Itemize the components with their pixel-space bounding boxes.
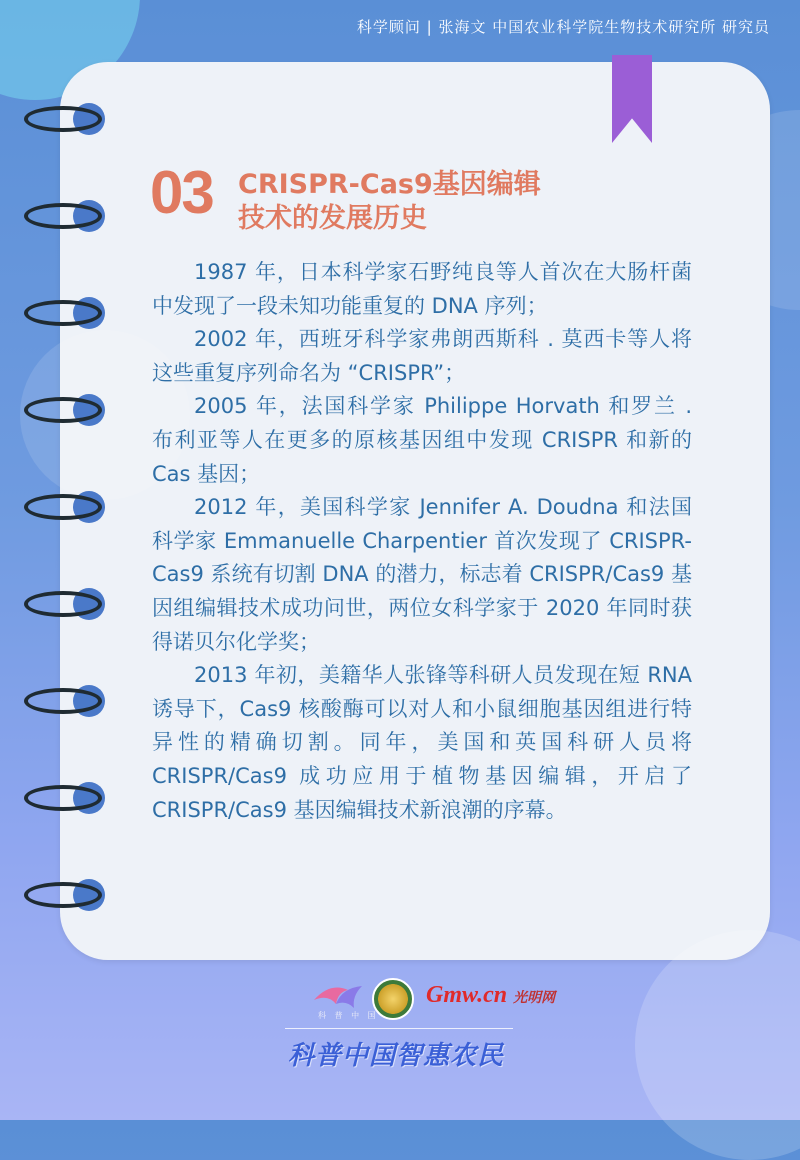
gmw-logo [426,982,555,1009]
history-text [152,256,692,827]
binding-ring [24,106,102,132]
gmw-latin: Gmw.cn [426,982,508,1008]
binding-ring [24,591,102,617]
binding-ring [24,882,102,908]
binding-ring [24,785,102,811]
paragraph-2002: 2002 年，西班牙科学家弗朗西斯科 . 莫西卡等人将这些重复序列命名为 “CRISPR”； [152,327,692,385]
paragraph-1987: 1987 年，日本科学家石野纯良等人首次在大肠杆菌中发现了一段未知功能重复的 DNA 序列； [152,260,692,318]
footer-divider [285,1028,513,1029]
binding-ring [24,494,102,520]
footer-logos [308,978,556,1026]
binding-ring [24,688,102,714]
binding-ring [24,300,102,326]
gmw-chinese: 光明网 [513,991,556,1006]
agri-academy-emblem [372,978,414,1020]
title-line-2: 技术的发展历史 [238,203,427,234]
advisor-credit: 科学顾问 | 张海文 中国农业科学院生物技术研究所 研究员 [356,18,770,36]
paragraph-2005: 2005 年，法国科学家 Philippe Horvath 和罗兰 . 布利亚等人在更多的原核基因组中发现 CRISPR 和新的 Cas 基因； [152,394,692,486]
binding-ring [24,203,102,229]
paragraph-2013: 2013 年初，美籍华人张锋等科研人员发现在短 RNA 诱导下，Cas9 核酸酶可以对人和小鼠细胞基因组进行特异性的精确切割。同年，美国和英国科研人员将 CRISPR/Cas9 成功应用于植物基因编辑，开启了 CRISPR/Cas9 基因编辑技术新浪潮的序幕。 [152,663,692,822]
section-number: 03 [150,159,213,226]
title-line-1: CRISPR-Cas9基因编辑 [238,169,541,200]
binding-ring [24,397,102,423]
paragraph-2012: 2012 年，美国科学家 Jennifer A. Doudna 和法国科学家 Emmanuelle Charpentier 首次发现了 CRISPR-Cas9 系统有切割 DNA 的潜力，标志着 CRISPR/Cas9 基因组编辑技术成功问世，两位女科学家于 2020 年同时获得诺贝尔化学奖； [152,495,692,654]
kepu-china-text: 科 普 中 国 [318,1011,379,1020]
footer-slogan: 科普中国智惠农民 [288,1041,505,1071]
decor-bubble [635,930,800,1160]
